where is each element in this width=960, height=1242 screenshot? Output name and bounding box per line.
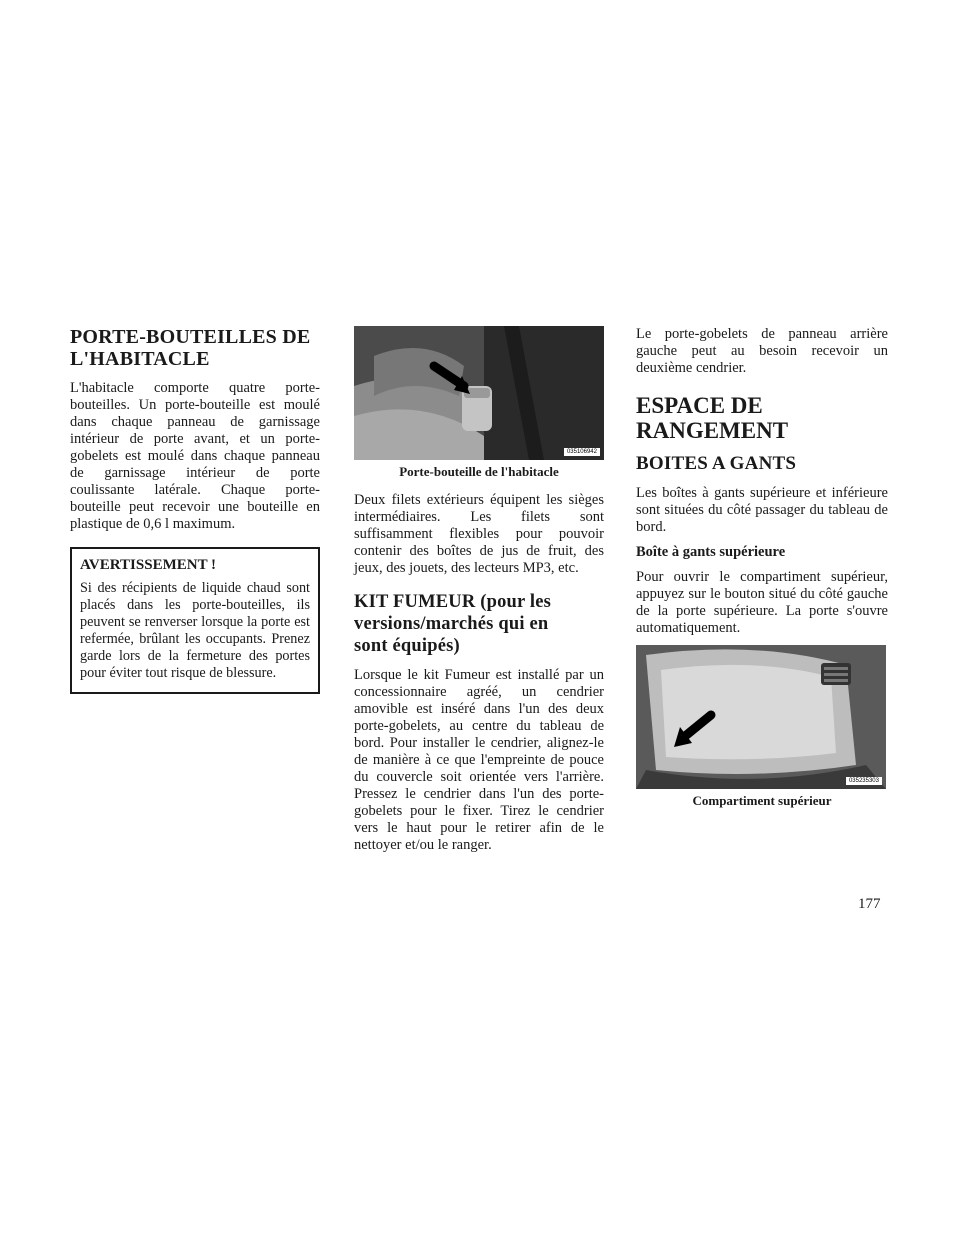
heading-line: sont équipés) xyxy=(354,636,460,656)
figure-code: 035106942 xyxy=(564,448,600,456)
figure-code: 035235303 xyxy=(846,777,882,785)
upper-compartment-illustration xyxy=(636,645,886,789)
column-left xyxy=(70,326,320,694)
figure-caption: Porte-bouteille de l'habitacle xyxy=(399,464,559,479)
heading-line: PORTE-BOUTEILLES DE xyxy=(70,326,311,348)
figure-bottle-holder xyxy=(354,326,604,460)
paragraph: Deux filets extérieurs équipent les sièges intermédiaires. Les filets sont suffisamment flexibles pour pouvoir contenir des boîtes de jus de fruit, des jeux, des jouets, des lecteurs MP3, etc. xyxy=(354,492,604,576)
bottle-holder-illustration xyxy=(354,326,604,460)
section-heading-smoker-kit xyxy=(354,591,604,657)
paragraph: Pour ouvrir le compartiment supérieur, appuyez sur le bouton situé du côté gauche de la porte supérieure. La porte s'ouvre automatiquement. xyxy=(636,569,888,636)
column-right xyxy=(636,326,888,821)
page-number: 177 xyxy=(858,896,881,912)
heading-line: RANGEMENT xyxy=(636,418,789,443)
figure-upper-compartment xyxy=(636,645,886,789)
column-middle xyxy=(354,326,604,862)
heading-line: ESPACE DE xyxy=(636,393,763,418)
section-heading-storage xyxy=(636,393,888,443)
warning-box xyxy=(70,547,320,694)
warning-text: Si des récipients de liquide chaud sont placés dans les porte-bouteilles, ils peuvent se renverser lorsque la porte est refermée, brûlant les occupants. Prenez garde lors de la fermeture des portes pour éviter tout risque de blessure. xyxy=(80,580,310,681)
warning-title: AVERTISSEMENT ! xyxy=(80,557,217,573)
figure-caption: Compartiment supérieur xyxy=(692,793,832,808)
paragraph: L'habitacle comporte quatre porte-bouteilles. Un porte-bouteille est moulé dans chaque panneau de garnissage intérieur de porte avant, et un porte-gobelets est moulé dans chaque panneau de garnissage intérieur de porte coulissante latérale. Chaque porte-bouteille peut recevoir une bouteille en plastique de 0,6 l maximum. xyxy=(70,380,320,532)
paragraph: Lorsque le kit Fumeur est installé par un concessionnaire agréé, un cendrier amovible est inséré dans l'un des deux porte-gobelets, au centre du tableau de bord. Pour installer le cendrier, alignez-le de manière à ce que l'empreinte de pouce du couvercle soit orientée vers l'arrière. Pressez le cendrier dans l'un des porte-gobelets pour le fixer. Tirez le cendrier vers le haut pour le retirer afin de le nettoyer et/ou le ranger. xyxy=(354,667,604,853)
paragraph: Le porte-gobelets de panneau arrière gauche peut au besoin recevoir un deuxième cendrier. xyxy=(636,326,888,376)
section-heading-glove-boxes: BOITES A GANTS xyxy=(636,453,797,474)
heading-line: KIT FUMEUR (pour les xyxy=(354,592,552,612)
paragraph: Les boîtes à gants supérieure et inférieure sont situées du côté passager du tableau de bord. xyxy=(636,485,888,535)
heading-line: L'HABITACLE xyxy=(70,348,210,370)
heading-line: versions/marchés qui en xyxy=(354,614,549,634)
subheading-upper-glove-box: Boîte à gants supérieure xyxy=(636,544,786,560)
section-heading-bottle-holders xyxy=(70,326,320,370)
